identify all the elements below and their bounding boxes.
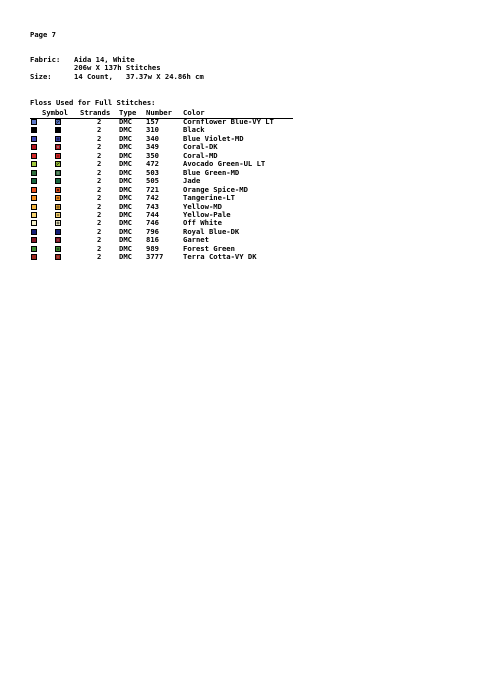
floss-color-name: Blue Green-MD (183, 167, 240, 177)
symbol-icon (55, 153, 61, 159)
floss-type: DMC (119, 159, 132, 169)
color-swatch (31, 220, 37, 226)
floss-number: 3777 (146, 252, 164, 262)
floss-color-name: Royal Blue-DK (183, 226, 240, 236)
floss-type: DMC (119, 142, 132, 152)
floss-strands: 2 (97, 218, 102, 228)
floss-number: 310 (146, 125, 159, 135)
floss-type: DMC (119, 218, 132, 228)
floss-section-title: Floss Used for Full Stitches: (30, 98, 156, 107)
symbol-icon (55, 204, 61, 210)
floss-color-name: Coral-MD (183, 150, 218, 160)
floss-type: DMC (119, 193, 132, 203)
page-number: Page 7 (30, 30, 56, 39)
floss-strands: 2 (97, 201, 102, 211)
floss-type: DMC (119, 184, 132, 194)
floss-type: DMC (119, 167, 132, 177)
color-swatch (31, 144, 37, 150)
floss-color-name: Forest Green (183, 243, 235, 253)
floss-number: 503 (146, 167, 159, 177)
floss-number: 340 (146, 133, 159, 143)
floss-color-name: Avocado Green-UL LT (183, 159, 266, 169)
floss-type: DMC (119, 226, 132, 236)
floss-type: DMC (119, 201, 132, 211)
floss-strands: 2 (97, 184, 102, 194)
floss-type: DMC (119, 176, 132, 186)
floss-number: 796 (146, 226, 159, 236)
symbol-icon (55, 136, 61, 142)
stitch-count: 206w X 137h Stitches (74, 63, 161, 72)
floss-strands: 2 (97, 252, 102, 262)
color-swatch (31, 204, 37, 210)
floss-number: 816 (146, 235, 159, 245)
floss-strands: 2 (97, 235, 102, 245)
floss-color-name: Yellow-Pale (183, 209, 231, 219)
fabric-value: Aida 14, White (74, 55, 135, 64)
symbol-icon (55, 170, 61, 176)
floss-number: 742 (146, 193, 159, 203)
floss-type: DMC (119, 243, 132, 253)
size-label: Size: (30, 72, 52, 81)
floss-color-name: Off White (183, 218, 222, 228)
floss-type: DMC (119, 235, 132, 245)
symbol-icon (55, 178, 61, 184)
floss-strands: 2 (97, 176, 102, 186)
color-swatch (31, 246, 37, 252)
floss-type: DMC (119, 117, 132, 126)
symbol-icon (55, 119, 61, 125)
floss-number: 472 (146, 159, 159, 169)
floss-strands: 2 (97, 133, 102, 143)
floss-number: 349 (146, 142, 159, 152)
color-swatch (31, 195, 37, 201)
floss-number: 505 (146, 176, 159, 186)
floss-strands: 2 (97, 209, 102, 219)
header-type: Type (119, 108, 137, 117)
color-swatch (31, 187, 37, 193)
floss-row (0, 253, 300, 262)
floss-color-name: Yellow-MD (183, 201, 222, 211)
floss-strands: 2 (97, 117, 102, 126)
symbol-icon (55, 220, 61, 226)
symbol-icon (55, 161, 61, 167)
floss-number: 744 (146, 209, 159, 219)
symbol-icon (55, 195, 61, 201)
floss-number: 157 (146, 117, 159, 126)
floss-type: DMC (119, 209, 132, 219)
color-swatch (31, 254, 37, 260)
color-swatch (31, 229, 37, 235)
floss-type: DMC (119, 150, 132, 160)
color-swatch (31, 161, 37, 167)
header-color: Color (183, 108, 205, 117)
floss-strands: 2 (97, 243, 102, 253)
floss-color-name: Coral-DK (183, 142, 218, 152)
symbol-icon (55, 187, 61, 193)
floss-number: 746 (146, 218, 159, 228)
floss-number: 350 (146, 150, 159, 160)
symbol-icon (55, 254, 61, 260)
size-value: 14 Count, 37.37w X 24.86h cm (74, 72, 204, 81)
floss-color-name: Garnet (183, 235, 209, 245)
symbol-icon (55, 144, 61, 150)
floss-number: 989 (146, 243, 159, 253)
symbol-icon (55, 127, 61, 133)
fabric-label: Fabric: (30, 55, 61, 64)
symbol-icon (55, 212, 61, 218)
floss-color-name: Cornflower Blue-VY LT (183, 117, 274, 126)
floss-color-name: Black (183, 125, 205, 135)
color-swatch (31, 178, 37, 184)
color-swatch (31, 237, 37, 243)
header-strands: Strands (80, 108, 111, 117)
floss-strands: 2 (97, 193, 102, 203)
floss-color-name: Jade (183, 176, 201, 186)
floss-strands: 2 (97, 226, 102, 236)
floss-number: 721 (146, 184, 159, 194)
color-swatch (31, 212, 37, 218)
header-number: Number (146, 108, 172, 117)
floss-type: DMC (119, 133, 132, 143)
floss-color-name: Blue Violet-MD (183, 133, 244, 143)
floss-number: 743 (146, 201, 159, 211)
floss-strands: 2 (97, 159, 102, 169)
floss-strands: 2 (97, 142, 102, 152)
symbol-icon (55, 246, 61, 252)
floss-type: DMC (119, 125, 132, 135)
color-swatch (31, 170, 37, 176)
color-swatch (31, 119, 37, 125)
floss-color-name: Terra Cotta-VY DK (183, 252, 257, 262)
symbol-icon (55, 237, 61, 243)
header-symbol: Symbol (42, 108, 68, 117)
color-swatch (31, 153, 37, 159)
floss-color-name: Tangerine-LT (183, 193, 235, 203)
floss-strands: 2 (97, 125, 102, 135)
color-swatch (31, 136, 37, 142)
color-swatch (31, 127, 37, 133)
symbol-icon (55, 229, 61, 235)
floss-type: DMC (119, 252, 132, 262)
floss-strands: 2 (97, 150, 102, 160)
floss-strands: 2 (97, 167, 102, 177)
floss-color-name: Orange Spice-MD (183, 184, 248, 194)
